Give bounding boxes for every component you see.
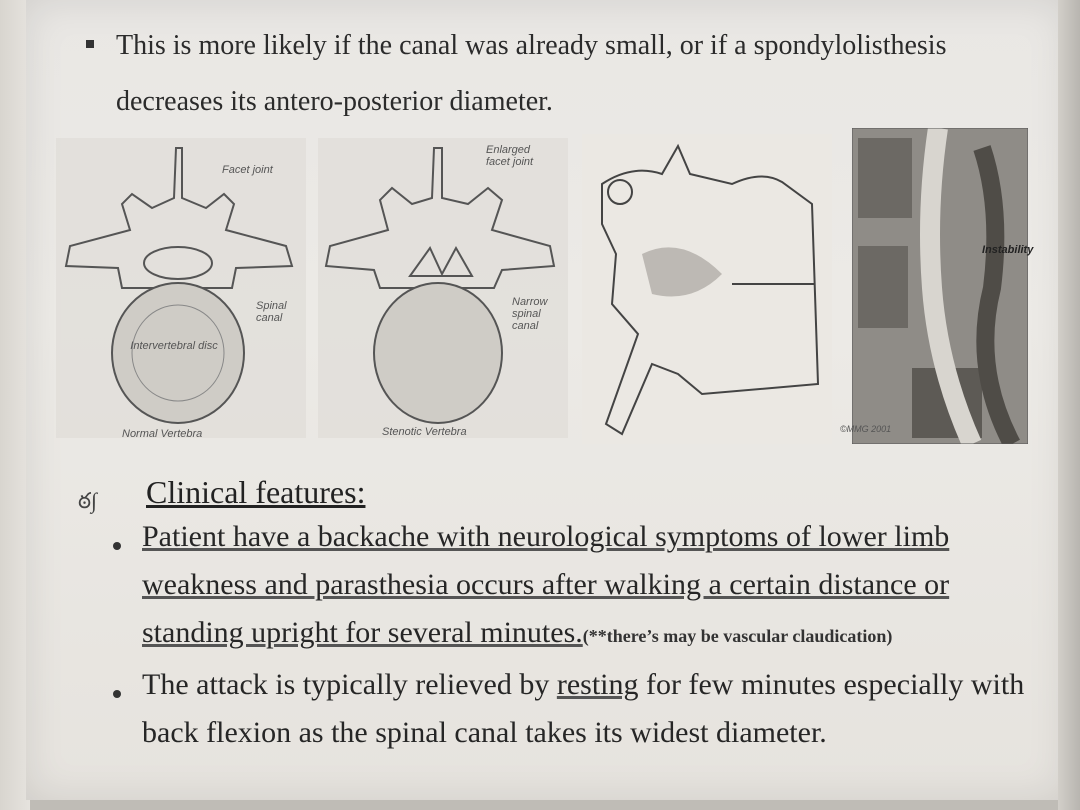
stenotic-vertebra-drawing xyxy=(318,138,568,438)
intro-line-1: This is more likely if the canal was already small, or if a spondylolisthesis xyxy=(116,30,947,61)
spine-figures xyxy=(56,128,1036,448)
bullet-1-line-1: Patient have a backache with neurological symptoms of lower limb xyxy=(142,520,950,553)
bullet-1-line-3 xyxy=(142,616,892,650)
bullet-1-line-2: weakness and parasthesia occurs after walking a certain distance or xyxy=(142,568,950,601)
normal-vertebra-drawing xyxy=(56,138,306,438)
bullet-2-text-c: for few minutes especially with xyxy=(638,668,1025,701)
intro-line-2: decreases its antero-posterior diameter. xyxy=(116,86,553,117)
square-bullet-icon xyxy=(86,40,94,48)
label-instability: Instability xyxy=(982,244,1034,256)
vascular-claudication-note: (**there’s may be vascular claudication) xyxy=(582,626,893,646)
label-intervertebral-disc: Intervertebral disc xyxy=(130,340,218,352)
label-normal-vertebra: Normal Vertebra xyxy=(122,428,203,440)
label-facet-joint: Facet joint xyxy=(222,164,273,176)
handwritten-mark-icon: ఠ∫ xyxy=(78,488,98,513)
page-right-shadow xyxy=(1058,0,1080,810)
bullet-2-text-resting: resting xyxy=(556,668,639,701)
label-enlarged-facet-joint: Enlarged facet joint xyxy=(486,144,534,168)
label-stenotic-vertebra: Stenotic Vertebra xyxy=(382,426,467,438)
bullet-2-text-a: The attack is typically relieved by xyxy=(142,668,557,701)
bullet-1-icon xyxy=(113,542,121,550)
bullet-2-icon xyxy=(113,690,121,698)
instability-mri-drawing xyxy=(852,128,1028,444)
label-image-credit: ©MMG 2001 xyxy=(840,424,892,434)
bullet-2-line-1 xyxy=(142,668,1024,702)
label-spinal-canal: Spinal canal xyxy=(256,300,287,324)
label-narrow-spinal-canal: Narrow spinal canal xyxy=(512,296,548,332)
clinical-features-heading: Clinical features: xyxy=(146,474,366,510)
lateral-vertebra-drawing xyxy=(582,134,832,444)
bullet-1-line-3-text: standing upright for several minutes. xyxy=(142,616,583,649)
bullet-2-line-2: back flexion as the spinal canal takes its widest diameter. xyxy=(142,716,827,749)
